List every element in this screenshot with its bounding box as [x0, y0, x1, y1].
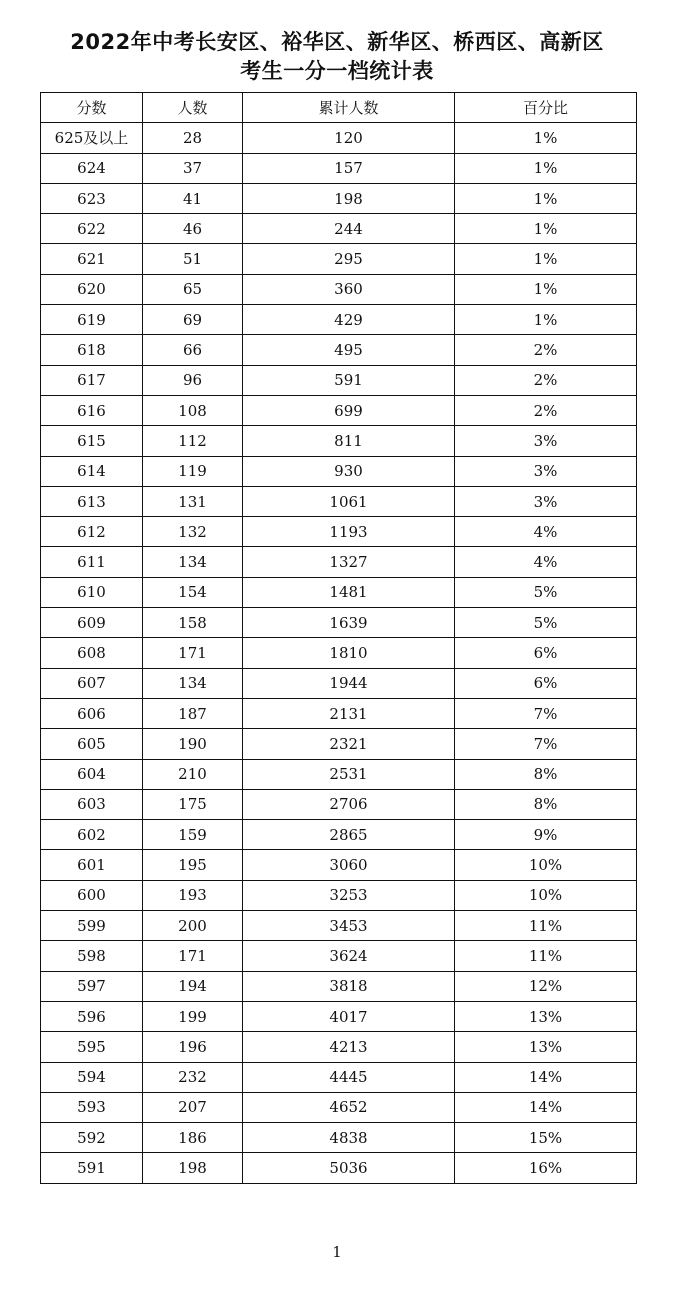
cell-count: 134 — [143, 547, 243, 577]
cell-score: 625及以上 — [41, 123, 143, 153]
cell-count: 112 — [143, 426, 243, 456]
cell-cumulative: 360 — [243, 274, 455, 304]
cell-score: 606 — [41, 698, 143, 728]
table-body — [41, 123, 637, 1183]
table-row — [41, 1032, 637, 1062]
cell-count: 232 — [143, 1062, 243, 1092]
cell-score: 617 — [41, 365, 143, 395]
cell-score: 605 — [41, 729, 143, 759]
cell-score: 616 — [41, 395, 143, 425]
cell-count: 159 — [143, 820, 243, 850]
table-row — [41, 820, 637, 850]
cell-count: 158 — [143, 608, 243, 638]
cell-score: 591 — [41, 1153, 143, 1183]
cell-percentage: 1% — [455, 153, 637, 183]
table-header-row — [41, 93, 637, 123]
cell-score: 608 — [41, 638, 143, 668]
table-row — [41, 608, 637, 638]
cell-percentage: 10% — [455, 880, 637, 910]
cell-percentage: 3% — [455, 426, 637, 456]
cell-cumulative: 295 — [243, 244, 455, 274]
cell-score: 620 — [41, 274, 143, 304]
table-row — [41, 517, 637, 547]
table-row — [41, 335, 637, 365]
cell-cumulative: 244 — [243, 214, 455, 244]
cell-percentage: 13% — [455, 1032, 637, 1062]
table-row — [41, 971, 637, 1001]
cell-cumulative: 4652 — [243, 1092, 455, 1122]
cell-count: 210 — [143, 759, 243, 789]
cell-score: 607 — [41, 668, 143, 698]
cell-cumulative: 699 — [243, 395, 455, 425]
cell-count: 207 — [143, 1092, 243, 1122]
cell-count: 190 — [143, 729, 243, 759]
cell-percentage: 10% — [455, 850, 637, 880]
cell-score: 612 — [41, 517, 143, 547]
cell-cumulative: 2321 — [243, 729, 455, 759]
cell-cumulative: 3060 — [243, 850, 455, 880]
cell-cumulative: 198 — [243, 183, 455, 213]
table-row — [41, 395, 637, 425]
table-row — [41, 850, 637, 880]
cell-cumulative: 3818 — [243, 971, 455, 1001]
table-row — [41, 1153, 637, 1183]
cell-percentage: 1% — [455, 244, 637, 274]
cell-count: 186 — [143, 1123, 243, 1153]
table-row — [41, 365, 637, 395]
cell-percentage: 14% — [455, 1062, 637, 1092]
table-row — [41, 638, 637, 668]
cell-cumulative: 5036 — [243, 1153, 455, 1183]
cell-cumulative: 1193 — [243, 517, 455, 547]
cell-percentage: 11% — [455, 911, 637, 941]
table-row — [41, 456, 637, 486]
cell-cumulative: 1327 — [243, 547, 455, 577]
cell-score: 603 — [41, 789, 143, 819]
cell-count: 65 — [143, 274, 243, 304]
cell-score: 597 — [41, 971, 143, 1001]
cell-percentage: 1% — [455, 183, 637, 213]
table-row — [41, 214, 637, 244]
cell-count: 28 — [143, 123, 243, 153]
cell-percentage: 2% — [455, 335, 637, 365]
cell-percentage: 4% — [455, 517, 637, 547]
table-row — [41, 123, 637, 153]
cell-percentage: 6% — [455, 638, 637, 668]
cell-score: 602 — [41, 820, 143, 850]
cell-percentage: 15% — [455, 1123, 637, 1153]
cell-percentage: 7% — [455, 729, 637, 759]
cell-count: 175 — [143, 789, 243, 819]
cell-cumulative: 429 — [243, 305, 455, 335]
cell-cumulative: 1481 — [243, 577, 455, 607]
cell-percentage: 3% — [455, 456, 637, 486]
cell-cumulative: 4445 — [243, 1062, 455, 1092]
cell-score: 623 — [41, 183, 143, 213]
cell-percentage: 11% — [455, 941, 637, 971]
cell-score: 618 — [41, 335, 143, 365]
table-row — [41, 244, 637, 274]
cell-percentage: 5% — [455, 577, 637, 607]
table-row — [41, 941, 637, 971]
cell-percentage: 14% — [455, 1092, 637, 1122]
document-subtitle: 考生一分一档统计表 — [240, 59, 434, 83]
cell-cumulative: 2531 — [243, 759, 455, 789]
cell-score: 595 — [41, 1032, 143, 1062]
table-row — [41, 1123, 637, 1153]
cell-count: 194 — [143, 971, 243, 1001]
cell-score: 610 — [41, 577, 143, 607]
cell-cumulative: 1944 — [243, 668, 455, 698]
cell-count: 96 — [143, 365, 243, 395]
cell-cumulative: 4213 — [243, 1032, 455, 1062]
cell-count: 131 — [143, 486, 243, 516]
cell-count: 154 — [143, 577, 243, 607]
cell-percentage: 8% — [455, 759, 637, 789]
cell-score: 624 — [41, 153, 143, 183]
cell-count: 51 — [143, 244, 243, 274]
cell-count: 37 — [143, 153, 243, 183]
table-row — [41, 789, 637, 819]
cell-percentage: 1% — [455, 214, 637, 244]
table-row — [41, 274, 637, 304]
header-percentage: 百分比 — [455, 93, 637, 123]
cell-score: 593 — [41, 1092, 143, 1122]
cell-score: 609 — [41, 608, 143, 638]
cell-cumulative: 4017 — [243, 1001, 455, 1031]
cell-count: 46 — [143, 214, 243, 244]
cell-score: 613 — [41, 486, 143, 516]
table-row — [41, 759, 637, 789]
cell-percentage: 8% — [455, 789, 637, 819]
cell-count: 108 — [143, 395, 243, 425]
cell-cumulative: 120 — [243, 123, 455, 153]
document-title: 2022年中考长安区、裕华区、新华区、桥西区、高新区 — [70, 30, 604, 54]
cell-percentage: 7% — [455, 698, 637, 728]
cell-percentage: 3% — [455, 486, 637, 516]
cell-count: 195 — [143, 850, 243, 880]
table-row — [41, 668, 637, 698]
cell-count: 41 — [143, 183, 243, 213]
cell-score: 600 — [41, 880, 143, 910]
cell-percentage: 1% — [455, 274, 637, 304]
cell-percentage: 16% — [455, 1153, 637, 1183]
cell-cumulative: 3624 — [243, 941, 455, 971]
cell-count: 193 — [143, 880, 243, 910]
cell-count: 200 — [143, 911, 243, 941]
table-row — [41, 183, 637, 213]
cell-score: 601 — [41, 850, 143, 880]
cell-percentage: 1% — [455, 123, 637, 153]
cell-score: 619 — [41, 305, 143, 335]
cell-percentage: 2% — [455, 365, 637, 395]
cell-percentage: 9% — [455, 820, 637, 850]
cell-percentage: 5% — [455, 608, 637, 638]
cell-score: 611 — [41, 547, 143, 577]
cell-cumulative: 1061 — [243, 486, 455, 516]
table-row — [41, 153, 637, 183]
cell-cumulative: 1639 — [243, 608, 455, 638]
cell-cumulative: 3253 — [243, 880, 455, 910]
cell-count: 119 — [143, 456, 243, 486]
table-row — [41, 880, 637, 910]
cell-cumulative: 2706 — [243, 789, 455, 819]
cell-cumulative: 811 — [243, 426, 455, 456]
cell-cumulative: 157 — [243, 153, 455, 183]
cell-count: 187 — [143, 698, 243, 728]
table-row — [41, 486, 637, 516]
cell-percentage: 13% — [455, 1001, 637, 1031]
cell-score: 614 — [41, 456, 143, 486]
table-row — [41, 547, 637, 577]
header-cumulative: 累计人数 — [243, 93, 455, 123]
score-distribution-table — [40, 92, 637, 1184]
cell-count: 134 — [143, 668, 243, 698]
table-row — [41, 1092, 637, 1122]
cell-score: 592 — [41, 1123, 143, 1153]
cell-cumulative: 3453 — [243, 911, 455, 941]
table-row — [41, 305, 637, 335]
cell-score: 622 — [41, 214, 143, 244]
cell-count: 132 — [143, 517, 243, 547]
table-row — [41, 1062, 637, 1092]
cell-percentage: 2% — [455, 395, 637, 425]
cell-percentage: 6% — [455, 668, 637, 698]
cell-count: 196 — [143, 1032, 243, 1062]
cell-count: 69 — [143, 305, 243, 335]
table-row — [41, 426, 637, 456]
cell-cumulative: 930 — [243, 456, 455, 486]
table-row — [41, 577, 637, 607]
cell-count: 66 — [143, 335, 243, 365]
cell-cumulative: 2131 — [243, 698, 455, 728]
cell-cumulative: 591 — [243, 365, 455, 395]
cell-score: 594 — [41, 1062, 143, 1092]
table-row — [41, 1001, 637, 1031]
cell-count: 198 — [143, 1153, 243, 1183]
table-row — [41, 911, 637, 941]
cell-count: 171 — [143, 638, 243, 668]
cell-score: 615 — [41, 426, 143, 456]
cell-percentage: 4% — [455, 547, 637, 577]
cell-percentage: 12% — [455, 971, 637, 1001]
cell-score: 604 — [41, 759, 143, 789]
cell-cumulative: 1810 — [243, 638, 455, 668]
cell-percentage: 1% — [455, 305, 637, 335]
cell-score: 596 — [41, 1001, 143, 1031]
table-row — [41, 698, 637, 728]
cell-score: 598 — [41, 941, 143, 971]
header-score: 分数 — [41, 93, 143, 123]
cell-cumulative: 2865 — [243, 820, 455, 850]
cell-score: 599 — [41, 911, 143, 941]
cell-cumulative: 495 — [243, 335, 455, 365]
page-number: 1 — [332, 1243, 342, 1261]
cell-cumulative: 4838 — [243, 1123, 455, 1153]
cell-count: 199 — [143, 1001, 243, 1031]
cell-count: 171 — [143, 941, 243, 971]
header-count: 人数 — [143, 93, 243, 123]
cell-score: 621 — [41, 244, 143, 274]
table-row — [41, 729, 637, 759]
